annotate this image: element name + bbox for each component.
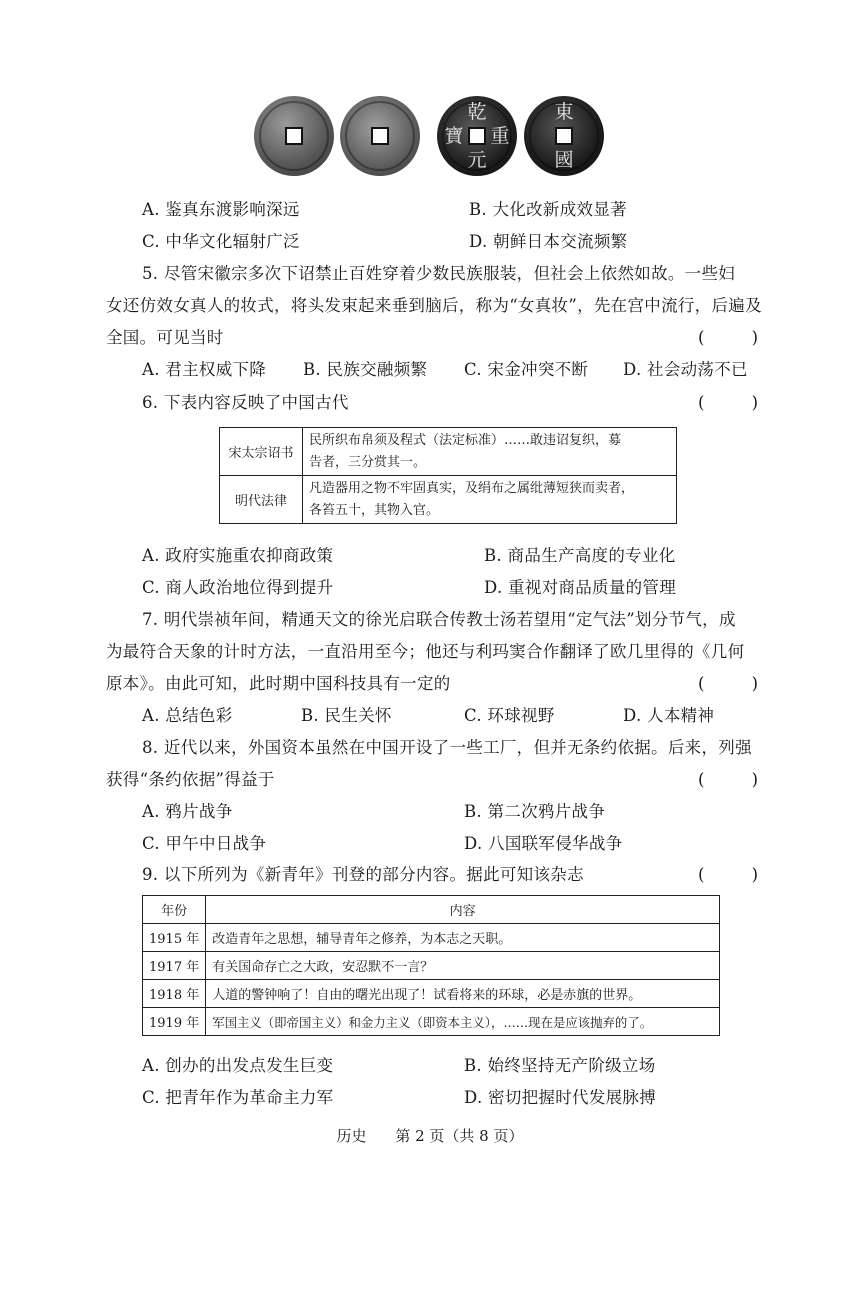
- coin-4: 東 國: [524, 96, 604, 176]
- coin-3: 乾 元 寶 重: [437, 96, 517, 176]
- q5-stem-line-2: 女还仿效女真人的妆式，将头发束起来垂到脑后，称为“女真妆”，先在宫中流行，后遍及: [106, 296, 762, 315]
- q6-stem: 6. 下表内容反映了中国古代: [142, 393, 349, 412]
- q4-option-d[interactable]: D. 朝鲜日本交流频繁: [469, 232, 628, 251]
- page-footer: [0, 1125, 860, 1146]
- q6-option-a[interactable]: A. 政府实施重农抑商政策: [142, 546, 334, 565]
- q7-option-b[interactable]: B. 民生关怀: [301, 706, 392, 725]
- q9-stem: 9. 以下所列为《新青年》刊登的部分内容。据此可知该杂志: [142, 865, 584, 884]
- q8-answer-paren[interactable]: ( ): [698, 770, 758, 789]
- q8-stem-line-2: 获得“条约依据”得益于: [106, 770, 275, 789]
- q7-stem-line-2: 为最符合天象的计时方法，一直沿用至今；他还与利玛窦合作翻译了欧几里得的《几何: [106, 642, 745, 661]
- q5-option-a[interactable]: A. 君主权威下降: [142, 360, 267, 379]
- q5-stem-line-3: 全国。可见当时: [106, 328, 224, 347]
- q6-row-content: 凡造器用之物不牢固真实，及绢布之属纰薄短狭而卖者， 各笞五十，其物入官。: [303, 476, 677, 524]
- q7-stem-line-3: 原本》。由此可知，此时期中国科技具有一定的: [106, 674, 451, 693]
- q9-cell-year: 1915 年: [143, 924, 206, 952]
- q9-header-content: 内容: [206, 896, 720, 924]
- q7-option-c[interactable]: C. 环球视野: [464, 706, 555, 725]
- q9-cell-content: 改造青年之思想，辅导青年之修养，为本志之天职。: [206, 924, 720, 952]
- table-row: [143, 980, 720, 1008]
- q7-option-d[interactable]: D. 人本精神: [623, 706, 715, 725]
- q6-option-b[interactable]: B. 商品生产高度的专业化: [484, 546, 676, 565]
- q6-table-row: [220, 476, 677, 524]
- q7-stem-line-1: 7. 明代崇祯年间，精通天文的徐光启联合传教士汤若望用“定气法”划分节气，成: [142, 610, 736, 629]
- q6-row-content: 民所织布帛须及程式（法定标准）……敢违诏复织，募 告者，三分赏其一。: [303, 428, 677, 476]
- q9-header-year: 年份: [143, 896, 206, 924]
- q9-cell-year: 1919 年: [143, 1008, 206, 1036]
- q9-option-a[interactable]: A. 创办的出发点发生巨变: [142, 1056, 334, 1075]
- q6-option-d[interactable]: D. 重视对商品质量的管理: [484, 578, 677, 597]
- q4-option-a[interactable]: A. 鉴真东渡影响深远: [142, 200, 300, 219]
- q6-table: [219, 427, 677, 524]
- q9-option-d[interactable]: D. 密切把握时代发展脉搏: [464, 1088, 657, 1107]
- table-row: [143, 924, 720, 952]
- q5-option-d[interactable]: D. 社会动荡不已: [623, 360, 748, 379]
- q8-option-a[interactable]: A. 鸦片战争: [142, 802, 233, 821]
- q4-option-c[interactable]: C. 中华文化辐射广泛: [142, 232, 300, 251]
- coin-2: [340, 96, 420, 176]
- q6-row-label: 宋太宗诏书: [220, 428, 303, 476]
- q9-cell-year: 1917 年: [143, 952, 206, 980]
- coin-1: [254, 96, 334, 176]
- q6-option-c[interactable]: C. 商人政治地位得到提升: [142, 578, 334, 597]
- coins-image: [252, 96, 612, 176]
- footer-subject: 历史: [336, 1127, 367, 1145]
- q5-stem-line-1: 5. 尽管宋徽宗多次下诏禁止百姓穿着少数民族服装，但社会上依然如故。一些妇: [142, 264, 736, 283]
- q9-cell-content: 军国主义（即帝国主义）和金力主义（即资本主义），……现在是应该抛弃的了。: [206, 1008, 720, 1036]
- q9-cell-content: 人道的警钟响了！自由的曙光出现了！试看将来的环球，必是赤旗的世界。: [206, 980, 720, 1008]
- q8-option-c[interactable]: C. 甲午中日战争: [142, 834, 267, 853]
- q9-table-header: [143, 896, 720, 924]
- q4-option-b[interactable]: B. 大化改新成效显著: [469, 200, 627, 219]
- q8-option-d[interactable]: D. 八国联军侵华战争: [464, 834, 623, 853]
- q7-option-a[interactable]: A. 总结色彩: [142, 706, 233, 725]
- q6-table-row: [220, 428, 677, 476]
- q7-answer-paren[interactable]: ( ): [698, 674, 758, 693]
- q8-option-b[interactable]: B. 第二次鸦片战争: [464, 802, 606, 821]
- q9-cell-year: 1918 年: [143, 980, 206, 1008]
- q5-answer-paren[interactable]: ( ): [698, 328, 758, 347]
- q9-table: [142, 895, 720, 1036]
- q9-answer-paren[interactable]: ( ): [698, 865, 758, 884]
- q6-answer-paren[interactable]: ( ): [698, 393, 758, 412]
- q9-cell-content: 有关国命存亡之大政，安忍默不一言？: [206, 952, 720, 980]
- q5-option-c[interactable]: C. 宋金冲突不断: [464, 360, 589, 379]
- q8-stem-line-1: 8. 近代以来，外国资本虽然在中国开设了一些工厂，但并无条约依据。后来，列强: [142, 738, 752, 757]
- q9-option-c[interactable]: C. 把青年作为革命主力军: [142, 1088, 334, 1107]
- table-row: [143, 952, 720, 980]
- q9-option-b[interactable]: B. 始终坚持无产阶级立场: [464, 1056, 656, 1075]
- table-row: [143, 1008, 720, 1036]
- q6-row-label: 明代法律: [220, 476, 303, 524]
- footer-page-number: 第 2 页（共 8 页）: [395, 1127, 524, 1145]
- q5-option-b[interactable]: B. 民族交融频繁: [303, 360, 428, 379]
